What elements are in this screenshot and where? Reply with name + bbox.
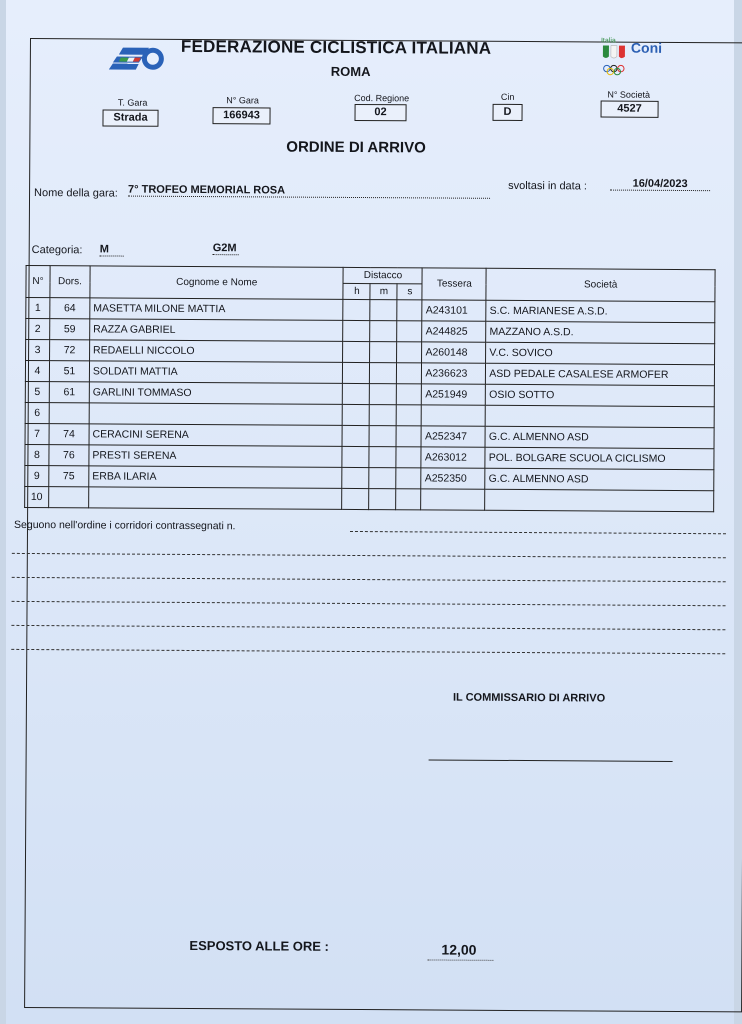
- commissioner-label: IL COMMISSARIO DI ARRIVO: [452, 691, 606, 705]
- cell-position: 2: [26, 318, 50, 339]
- cell-club: G.C. ALMENNO ASD: [485, 468, 714, 490]
- cell-bib: 75: [49, 466, 89, 487]
- cell-gap-minutes: [369, 447, 396, 468]
- cell-gap-hours: [343, 341, 370, 362]
- header-license: Tessera: [422, 268, 486, 300]
- cell-name: RAZZA GABRIEL: [90, 319, 344, 342]
- cell-bib: [49, 403, 89, 424]
- race-type-field: Strada: [102, 109, 158, 126]
- cell-gap-seconds: [397, 342, 422, 363]
- cell-gap-seconds: [397, 384, 422, 405]
- blank-line-3: [12, 601, 726, 606]
- document-sheet: [6, 0, 734, 1024]
- cell-name: REDAELLI NICCOLO: [89, 340, 343, 363]
- header-position: N°: [26, 265, 50, 297]
- region-code-label: Cod. Regione: [354, 92, 410, 104]
- cell-club: OSIO SOTTO: [486, 384, 715, 406]
- region-code-field: 02: [354, 104, 406, 121]
- cell-license: A243101: [422, 300, 486, 321]
- club-number-field: 4527: [601, 100, 659, 117]
- header-club: Società: [486, 268, 715, 301]
- cell-club: POL. BOLGARE SCUOLA CICLISMO: [485, 447, 714, 469]
- cell-position: 7: [25, 423, 49, 444]
- cell-license: A252350: [421, 468, 485, 489]
- cell-gap-hours: [342, 467, 369, 488]
- cell-position: 9: [25, 465, 49, 486]
- race-date-label: svoltasi in data :: [508, 179, 588, 193]
- cell-name: [89, 487, 343, 510]
- cell-bib: 76: [49, 445, 89, 466]
- cell-name: PRESTI SERENA: [89, 445, 343, 468]
- cell-gap-seconds: [397, 405, 422, 426]
- cell-gap-seconds: [396, 468, 421, 489]
- cell-gap-hours: [343, 404, 370, 425]
- cell-club: [485, 489, 714, 511]
- cell-club: ASD PEDALE CASALESE ARMOFER: [486, 363, 715, 385]
- cell-gap-seconds: [396, 426, 421, 447]
- posted-time-underline: [427, 959, 493, 960]
- category-label: Categoria:: [31, 244, 83, 257]
- cell-club: G.C. ALMENNO ASD: [485, 426, 714, 448]
- cell-bib: 72: [50, 340, 90, 361]
- cell-position: 10: [25, 486, 49, 507]
- race-name-label: Nome della gara:: [34, 187, 118, 200]
- cell-gap-hours: [343, 320, 370, 341]
- race-date-value: 16/04/2023: [610, 178, 710, 192]
- cell-gap-minutes: [370, 342, 397, 363]
- cell-position: 4: [25, 360, 49, 381]
- header-bib: Dors.: [50, 266, 90, 298]
- organization-city: ROMA: [330, 63, 371, 80]
- race-name-value: 7° TROFEO MEMORIAL ROSA: [128, 184, 490, 199]
- cell-bib: 51: [49, 361, 89, 382]
- cell-name: GARLINI TOMMASO: [89, 382, 343, 405]
- header-gap-minutes: m: [370, 284, 397, 300]
- cell-club: MAZZANO A.S.D.: [486, 321, 715, 343]
- blank-line-4: [11, 625, 725, 630]
- subcategory-value: G2M: [213, 242, 239, 255]
- cell-name: ERBA ILARIA: [89, 466, 343, 489]
- cell-gap-hours: [343, 362, 370, 383]
- cell-name: MASETTA MILONE MATTIA: [90, 298, 344, 321]
- blank-line-1: [12, 553, 726, 558]
- cell-gap-seconds: [397, 363, 422, 384]
- cell-gap-hours: [343, 383, 370, 404]
- cell-position: 6: [25, 402, 49, 423]
- cell-position: 3: [26, 339, 50, 360]
- cell-gap-hours: [342, 446, 369, 467]
- cell-gap-minutes: [370, 300, 397, 321]
- category-value: M: [100, 243, 124, 256]
- svg-text:Coni: Coni: [630, 39, 663, 56]
- club-number-label: N° Società: [607, 89, 651, 100]
- table-row: [25, 486, 714, 511]
- cell-license: A263012: [421, 447, 485, 468]
- blank-line-2: [12, 577, 726, 582]
- following-riders-line: [350, 531, 726, 534]
- cell-gap-hours: [343, 299, 370, 320]
- cell-position: 8: [25, 444, 49, 465]
- header-gap-seconds: s: [397, 284, 422, 300]
- document-title: ORDINE DI ARRIVO: [286, 138, 426, 157]
- cell-name: SOLDATI MATTIA: [89, 361, 343, 384]
- cell-license: A260148: [422, 342, 486, 363]
- cell-position: 5: [25, 381, 49, 402]
- cell-license: A252347: [421, 426, 485, 447]
- cin-field: D: [493, 104, 523, 121]
- cell-gap-minutes: [369, 468, 396, 489]
- results-table: [24, 265, 715, 512]
- document-frame: [13, 36, 742, 1012]
- race-number-label: N° Gara: [226, 95, 259, 106]
- cell-club: [485, 405, 714, 427]
- cell-bib: 64: [50, 298, 90, 319]
- cell-bib: 61: [49, 382, 89, 403]
- race-number-field: 166943: [212, 107, 270, 124]
- header-gap-hours: h: [343, 283, 370, 299]
- cell-gap-minutes: [369, 489, 396, 510]
- cell-gap-seconds: [397, 321, 422, 342]
- cell-gap-seconds: [397, 300, 422, 321]
- cell-gap-minutes: [369, 426, 396, 447]
- blank-line-5: [11, 649, 725, 654]
- cell-name: [89, 403, 343, 426]
- following-riders-text: Seguono nell'ordine i corridori contrassegnati n.: [13, 518, 236, 533]
- cell-license: [421, 489, 485, 510]
- cell-gap-hours: [342, 425, 369, 446]
- olympic-rings-icon: [604, 65, 624, 75]
- cell-bib: 74: [49, 424, 89, 445]
- header-gap: Distacco: [343, 267, 422, 283]
- cell-gap-seconds: [396, 489, 421, 510]
- cell-gap-minutes: [370, 321, 397, 342]
- commissioner-signature-line: [429, 759, 673, 761]
- cell-license: A244825: [422, 321, 486, 342]
- cell-club: V.C. SOVICO: [486, 342, 715, 364]
- cell-gap-seconds: [396, 447, 421, 468]
- cell-gap-minutes: [370, 363, 397, 384]
- cell-club: S.C. MARIANESE A.S.D.: [486, 300, 715, 322]
- cell-license: [422, 405, 486, 426]
- cell-bib: [49, 487, 89, 508]
- cell-gap-hours: [342, 488, 369, 509]
- cell-license: A236623: [422, 363, 486, 384]
- cell-bib: 59: [50, 319, 90, 340]
- race-type-label: T. Gara: [117, 97, 148, 108]
- fci-logo: [109, 45, 165, 71]
- cell-name: CERACINI SERENA: [89, 424, 343, 447]
- organization-name: FEDERAZIONE CICLISTICA ITALIANA: [180, 36, 492, 58]
- cell-gap-minutes: [370, 405, 397, 426]
- posted-time-label: ESPOSTO ALLE ORE :: [189, 937, 329, 954]
- cell-position: 1: [26, 297, 50, 318]
- cell-license: A251949: [422, 384, 486, 405]
- svg-text:Italia: Italia: [600, 37, 616, 45]
- posted-time-value: 12,00: [441, 941, 477, 958]
- header-name: Cognome e Nome: [90, 266, 344, 300]
- cell-gap-minutes: [370, 384, 397, 405]
- coni-logo: [601, 32, 675, 76]
- cin-label: Cin: [500, 91, 515, 102]
